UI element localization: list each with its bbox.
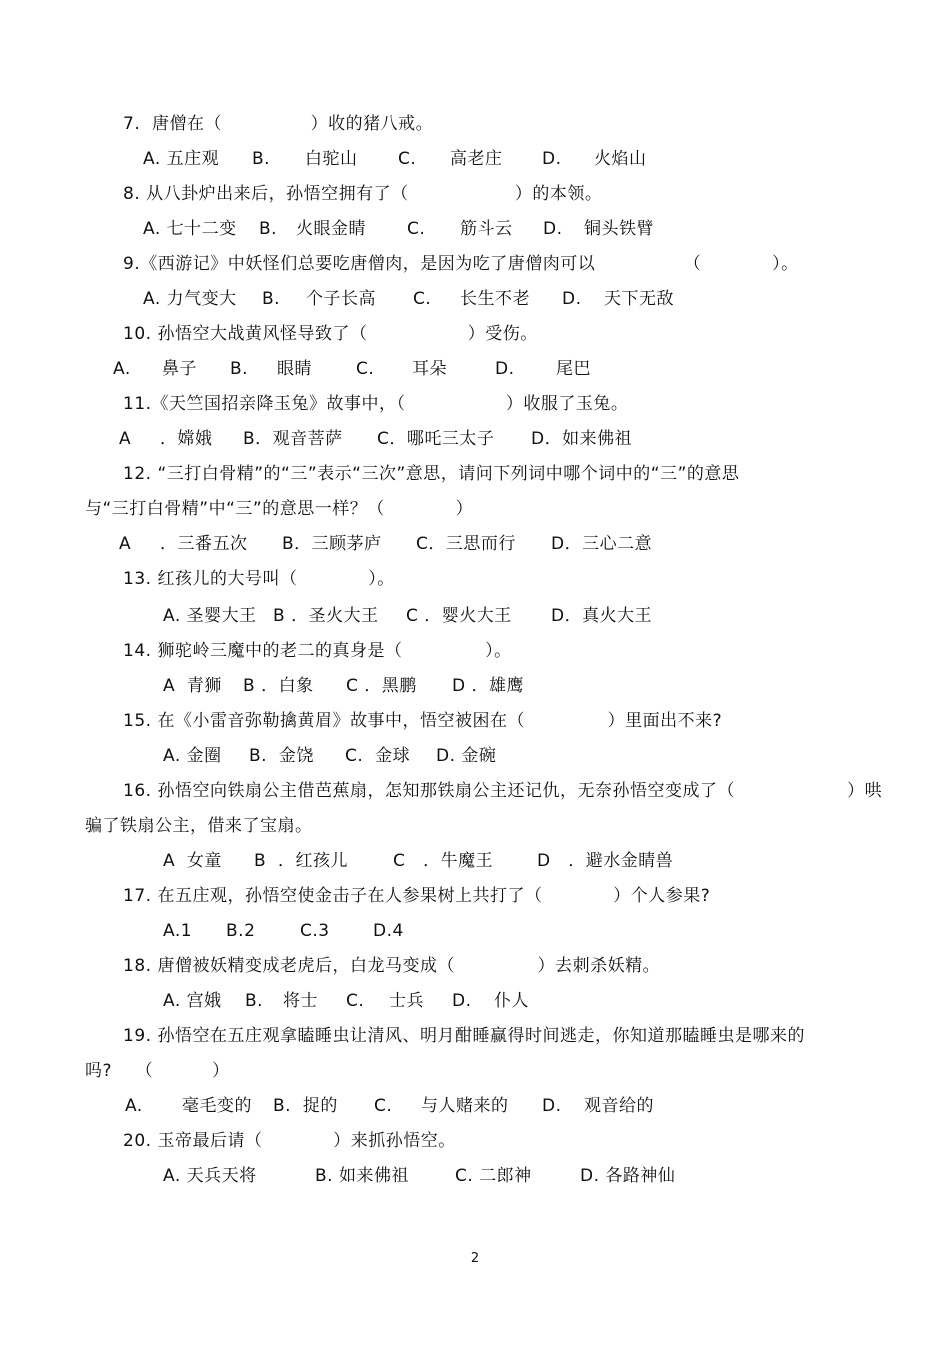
question-stem: 10. 孙悟空大战黄风怪导致了（ ）受伤。 xyxy=(123,324,538,344)
answer-option: C. xyxy=(374,1096,393,1116)
answer-option: D. 金碗 xyxy=(436,746,497,766)
answer-option: C. xyxy=(398,149,417,169)
page-number: 2 xyxy=(470,1251,480,1266)
question-stem: 18. 唐僧被妖精变成老虎后，白龙马变成（ ）去刺杀妖精。 xyxy=(123,956,661,976)
question-stem: 16. 孙悟空向铁扇公主借芭蕉扇，怎知那铁扇公主还记仇，无奈孙悟空变成了（ ）哄 xyxy=(123,781,883,801)
answer-option: B．观音菩萨 xyxy=(243,429,343,449)
answer-option: D. xyxy=(495,359,515,379)
answer-option: 仆人 xyxy=(494,991,529,1011)
question-stem: 8. 从八卦炉出来后，孙悟空拥有了（ ）的本领。 xyxy=(123,184,603,204)
question-stem: 13. 红孩儿的大号叫（ ）。 xyxy=(123,569,395,589)
answer-option: B ．红孩儿 xyxy=(254,851,348,871)
answer-option: A. 七十二变 xyxy=(143,219,237,239)
answer-option: ．嫦娥 xyxy=(160,429,213,449)
answer-option: 耳朵 xyxy=(412,359,447,379)
answer-option: 将士 xyxy=(283,991,318,1011)
answer-option: B. 如来佛祖 xyxy=(315,1166,409,1186)
answer-option: C. 金球 xyxy=(345,746,411,766)
answer-option: A xyxy=(119,534,132,554)
answer-option: A 女童 xyxy=(163,851,222,871)
answer-option: A.1 xyxy=(163,921,193,941)
question-stem: 14. 狮驼岭三魔中的老二的真身是（ ）。 xyxy=(123,641,512,661)
answer-option: B. xyxy=(252,149,271,169)
answer-option: D.4 xyxy=(373,921,404,941)
answer-option: D．真火大王 xyxy=(551,606,653,626)
question-stem: 17. 在五庄观，孙悟空使金击子在人参果树上共打了（ ）个人参果? xyxy=(123,886,711,906)
answer-option: C. xyxy=(407,219,426,239)
answer-option: A. 力气变大 xyxy=(143,289,237,309)
answer-option: C ．黑鹏 xyxy=(346,676,417,696)
answer-option: A xyxy=(119,429,132,449)
answer-option: A. 金圈 xyxy=(163,746,222,766)
answer-option: B ．圣火大王 xyxy=(273,606,379,626)
answer-option: C. xyxy=(413,289,432,309)
answer-option: B. xyxy=(245,991,264,1011)
answer-option: D. xyxy=(542,1096,562,1116)
answer-option: 士兵 xyxy=(389,991,424,1011)
answer-option: A 青狮 xyxy=(163,676,222,696)
answer-option: D. xyxy=(452,991,472,1011)
answer-option: D. xyxy=(542,149,562,169)
answer-option: D ．雄鹰 xyxy=(452,676,524,696)
question-stem: 15. 在《小雷音弥勒擒黄眉》故事中，悟空被困在（ ）里面出不来? xyxy=(123,711,723,731)
question-continuation: 吗? （ ） xyxy=(85,1061,230,1081)
answer-option: B. 金饶 xyxy=(249,746,314,766)
answer-option: C ．牛魔王 xyxy=(393,851,494,871)
question-stem: 19. 孙悟空在五庄观拿瞌睡虫让清风、明月酣睡赢得时间逃走，你知道那瞌睡虫是哪来的 xyxy=(123,1026,805,1046)
answer-option: C. xyxy=(356,359,375,379)
answer-option: B．三顾茅庐 xyxy=(282,534,382,554)
question-stem: 9.《西游记》中妖怪们总要吃唐僧肉，是因为吃了唐僧肉可以 （ ）。 xyxy=(123,254,799,274)
question-continuation: 骗了铁扇公主，借来了宝扇。 xyxy=(85,816,313,836)
answer-option: C ．婴火大王 xyxy=(406,606,512,626)
answer-option: 毫毛变的 xyxy=(182,1096,252,1116)
answer-option: 火眼金睛 xyxy=(296,219,366,239)
answer-option: D. xyxy=(543,219,563,239)
answer-option: B ．白象 xyxy=(243,676,314,696)
answer-option: C．哪吒三太子 xyxy=(377,429,495,449)
question-stem: 20. 玉帝最后请（ ）来抓孙悟空。 xyxy=(123,1131,456,1151)
question-continuation: 与“三打白骨精”中“三”的意思一样？（ ） xyxy=(85,499,474,519)
answer-option: D. xyxy=(562,289,582,309)
answer-option: A. xyxy=(125,1096,143,1116)
answer-option: B. xyxy=(262,289,281,309)
answer-option: 尾巴 xyxy=(556,359,591,379)
answer-option: 天下无敌 xyxy=(604,289,674,309)
answer-option: C．三思而行 xyxy=(416,534,516,554)
answer-option: D. 各路神仙 xyxy=(580,1166,676,1186)
question-stem: 11.《天竺国招亲降玉兔》故事中，（ ）收服了玉兔。 xyxy=(123,394,629,414)
answer-option: D．三心二意 xyxy=(551,534,653,554)
answer-option: 筋斗云 xyxy=(460,219,513,239)
question-stem: 12. “三打白骨精”的“三”表示“三次”意思，请问下列词中哪个词中的“三”的意思 xyxy=(123,464,740,484)
answer-option: D ．避水金睛兽 xyxy=(537,851,674,871)
answer-option: 火焰山 xyxy=(594,149,647,169)
answer-option: B.2 xyxy=(226,921,256,941)
answer-option: C.3 xyxy=(300,921,330,941)
answer-option: B. xyxy=(230,359,249,379)
answer-option: 眼睛 xyxy=(277,359,312,379)
answer-option: 高老庄 xyxy=(450,149,503,169)
question-stem: 7. 唐僧在（ ）收的猪八戒。 xyxy=(123,114,434,134)
answer-option: 个子长高 xyxy=(306,289,376,309)
answer-option: A. 圣婴大王 xyxy=(163,606,257,626)
answer-option: D．如来佛祖 xyxy=(531,429,633,449)
answer-option: B. 捉的 xyxy=(273,1096,338,1116)
answer-option: 观音给的 xyxy=(584,1096,654,1116)
answer-option: A. 宫娥 xyxy=(163,991,222,1011)
answer-option: 与人赌来的 xyxy=(421,1096,509,1116)
answer-option: C. xyxy=(346,991,365,1011)
answer-option: 鼻子 xyxy=(162,359,197,379)
answer-option: 白驼山 xyxy=(305,149,358,169)
answer-option: A. 天兵天将 xyxy=(163,1166,257,1186)
answer-option: 长生不老 xyxy=(460,289,530,309)
answer-option: A. 五庄观 xyxy=(143,149,220,169)
answer-option: C. 二郎神 xyxy=(455,1166,532,1186)
answer-option: A. xyxy=(113,359,131,379)
answer-option: ．三番五次 xyxy=(160,534,248,554)
answer-option: B. xyxy=(259,219,278,239)
answer-option: 铜头铁臂 xyxy=(584,219,654,239)
